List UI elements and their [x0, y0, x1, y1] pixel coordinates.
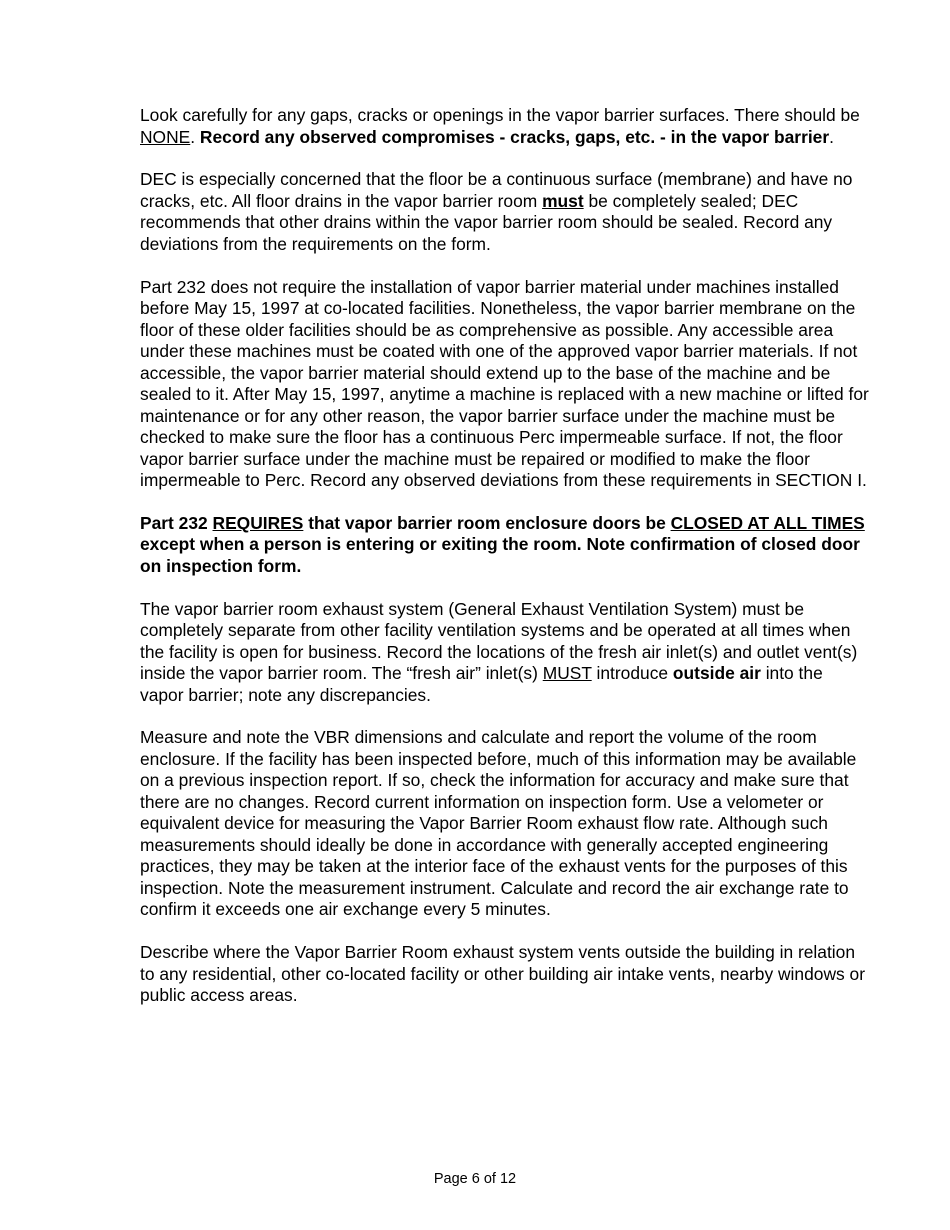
bold-underlined-text-must: must [542, 190, 584, 211]
underlined-text-must: MUST [542, 663, 592, 684]
page-number: Page 6 of 12 [433, 1171, 517, 1187]
text-run: . [190, 126, 200, 147]
text-run: introduce [591, 663, 673, 684]
underlined-text-requires: REQUIRES [212, 512, 304, 533]
text-run: that vapor barrier room enclosure doors be [303, 512, 671, 533]
paragraph-exhaust-vents-location [140, 942, 870, 1007]
text-run: Look carefully for any gaps, cracks or openings in the vapor barrier surfaces. There should be [140, 105, 860, 125]
text-run: Measure and note the VBR dimensions and calculate and report the volume of the room enclosure. If the facility has been inspected before, much of this information may be available on a previous inspection report. If so, check the information for accuracy and make sure that there are no changes. Record current information on inspection form. Use a velometer or equivalent device for measuring the Vapor Barrier Room exhaust flow rate. Although such measurements should ideally be done in accordance with generally accepted engineering practices, they may be taken at the interior face of the exhaust vents for the purposes of this inspection. Note the measurement instrument. Calculate and record the air exchange rate to confirm it exceeds one air exchange every 5 minutes. [140, 727, 857, 920]
paragraph-doors-closed [140, 513, 870, 578]
text-run: DEC is especially concerned that the floor be a continuous surface (membrane) and have no cracks, etc. All floor drains in the vapor barrier room [140, 169, 853, 211]
text-run: Part 232 does not require the installation of vapor barrier material under machines installed before May 15, 1997 at co-located facilities. Nonetheless, the vapor barrier membrane on the floor of these older facilities should be as comprehensive as possible. Any accessible area under these machines must be coated with one of the approved vapor barrier materials. If not accessible, the vapor barrier material should extend up to the base of the machine and be sealed to it. After May 15, 1997, anytime a machine is replaced with a new machine or lifted for maintenance or for any other reason, the vapor barrier surface under the machine must be checked to make sure the floor has a continuous Perc impermeable surface. If not, the floor vapor barrier surface under the machine must be repaired or modified to make the floor impermeable to Perc. Record any observed deviations from these requirements in SECTION I. [140, 276, 869, 491]
text-run: be completely sealed; DEC recommends that other drains within the vapor barrier room should be sealed. Record any deviations from the requirements on the form. [140, 190, 833, 254]
underlined-text-none: NONE [140, 126, 191, 147]
paragraph-exhaust-system [140, 599, 870, 707]
text-run: Part 232 [140, 512, 213, 533]
text-run: The vapor barrier room exhaust system (General Exhaust Ventilation System) must be completely separate from other facility ventilation systems and be operated at all times when the facility is open for business. Record the locations of the fresh air inlet(s) and outlet vent(s) inside the vapor barrier room. The “fresh air” inlet(s) [140, 598, 858, 684]
bold-text-outside-air: outside air [672, 663, 761, 684]
paragraph-vbr-dimensions [140, 727, 870, 921]
paragraph-machines-vapor-barrier [140, 277, 870, 492]
paragraph-floor-drains [140, 169, 870, 255]
text-run: Describe where the Vapor Barrier Room exhaust system vents outside the building in relation to any residential, other co-located facility or other building air intake vents, nearby windows or public access areas. [140, 942, 865, 1006]
paragraph-vapor-barrier-gaps [140, 105, 870, 148]
bold-text-record-compromises: Record any observed compromises - cracks, gaps, etc. - in the vapor barrier [199, 126, 830, 147]
underlined-text-closed-at-all-times: CLOSED AT ALL TIMES [670, 512, 865, 533]
text-run: . [829, 126, 834, 147]
text-run: into the vapor barrier; note any discrepancies. [140, 663, 823, 705]
text-run: except when a person is entering or exiting the room. Note confirmation of closed door on inspection form. [140, 534, 860, 576]
document-body [140, 105, 870, 1028]
